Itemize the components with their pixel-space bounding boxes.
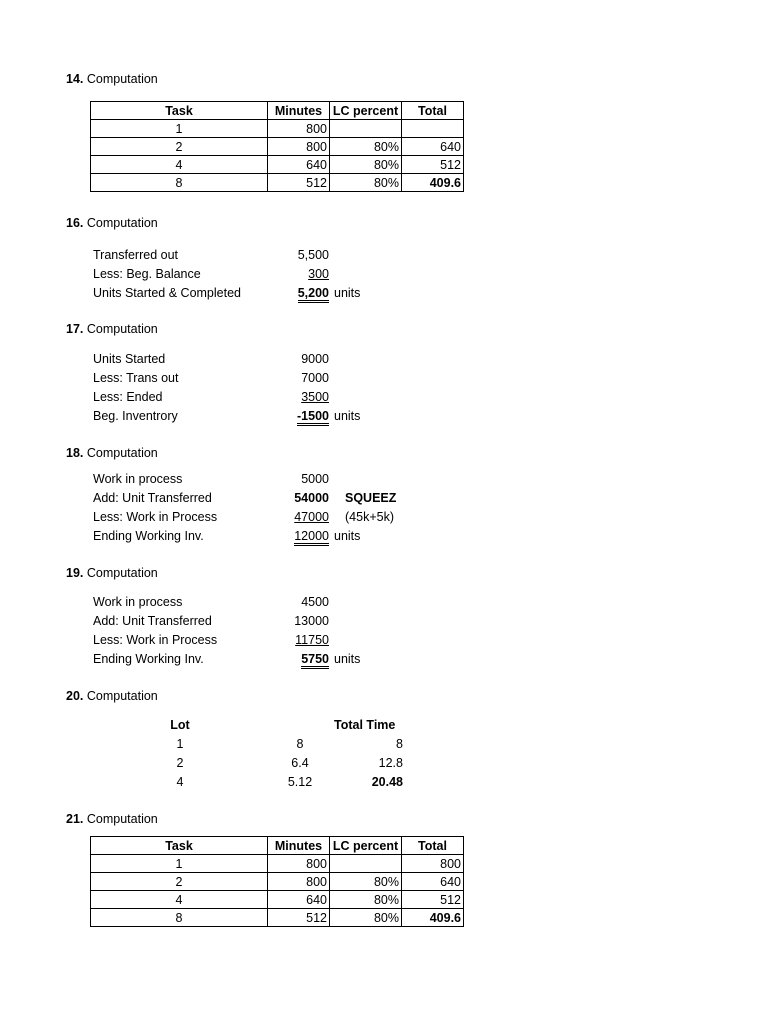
q17-line-label: Less: Ended (93, 390, 163, 404)
q20-header-total-time: Total Time (334, 718, 396, 732)
cell-task: 8 (91, 909, 268, 927)
cell-minutes: 512 (268, 174, 330, 192)
cell-minutes: 512 (268, 909, 330, 927)
cell-lc (330, 855, 402, 873)
q19-line-value: 11750 (295, 633, 329, 647)
q18-line-value: 12000 (270, 529, 329, 544)
cell-total: 640 (402, 138, 464, 156)
q18-unit: units (334, 529, 361, 543)
cell-task: 2 (91, 138, 268, 156)
cell-total: 512 (402, 156, 464, 174)
q17-line-label: Units Started (93, 352, 166, 366)
table-row (91, 873, 464, 891)
cell-total: 409.6 (402, 909, 464, 927)
q20-header-lot: Lot (170, 718, 190, 732)
q21-label: Computation (86, 812, 158, 826)
cell-lc: 80% (330, 891, 402, 909)
q20-cell-lot: 2 (176, 756, 184, 770)
q17-unit: units (334, 409, 361, 423)
cell-minutes: 800 (268, 873, 330, 891)
cell-total: 640 (402, 873, 464, 891)
q18-line-label: Add: Unit Transferred (93, 491, 212, 505)
cell-minutes: 640 (268, 891, 330, 909)
q19-line-value: 5750 (270, 652, 329, 667)
q20-heading (66, 689, 158, 704)
q20-cell-time: 5.12 (287, 775, 313, 789)
q20-cell-total: 12.8 (378, 756, 403, 770)
q16-line-label: Transferred out (93, 248, 178, 262)
q20-cell-total: 8 (396, 737, 403, 751)
q18-number: 18. (66, 446, 84, 460)
q16-heading (66, 216, 158, 231)
q19-line-label: Add: Unit Transferred (93, 614, 212, 628)
q20-cell-lot: 4 (176, 775, 184, 789)
q17-line-label: Less: Trans out (93, 371, 179, 385)
q19-line-label: Work in process (93, 595, 183, 609)
q17-heading (66, 322, 158, 337)
header-task: Task (91, 837, 268, 855)
cell-minutes: 800 (268, 120, 330, 138)
q19-line-label: Less: Work in Process (93, 633, 218, 647)
q16-unit: units (334, 286, 361, 300)
header-task: Task (91, 102, 268, 120)
table-row (91, 855, 464, 873)
q18-line-value: 54000 (294, 491, 329, 505)
q17-label: Computation (86, 322, 158, 336)
table-header-row (91, 102, 464, 120)
q19-line-value: 13000 (294, 614, 329, 628)
q20-cell-lot: 1 (176, 737, 184, 751)
q14-number: 14. (66, 72, 84, 86)
q19-line-value: 4500 (301, 595, 329, 609)
cell-minutes: 800 (268, 855, 330, 873)
q17-line-value: 7000 (301, 371, 329, 385)
cell-total: 800 (402, 855, 464, 873)
q19-line-label: Ending Working Inv. (93, 652, 204, 666)
q20-cell-total: 20.48 (371, 775, 403, 789)
cell-task: 1 (91, 855, 268, 873)
cell-total: 409.6 (402, 174, 464, 192)
q14-label: Computation (86, 72, 158, 86)
q16-line-value: 5,500 (297, 248, 329, 262)
q17-line-label: Beg. Inventrory (93, 409, 178, 423)
cell-lc: 80% (330, 138, 402, 156)
q21-table (90, 836, 464, 927)
q20-label: Computation (86, 689, 158, 703)
q18-line-label: Ending Working Inv. (93, 529, 204, 543)
cell-minutes: 640 (268, 156, 330, 174)
q19-number: 19. (66, 566, 84, 580)
q16-line-value: 300 (308, 267, 329, 281)
q16-line-label: Less: Beg. Balance (93, 267, 201, 281)
q18-note-formula: (45k+5k) (345, 510, 394, 524)
cell-lc: 80% (330, 909, 402, 927)
table-row (91, 891, 464, 909)
cell-lc: 80% (330, 873, 402, 891)
table-row (91, 120, 464, 138)
cell-task: 1 (91, 120, 268, 138)
q21-number: 21. (66, 812, 84, 826)
q14-heading (66, 72, 158, 87)
q19-heading (66, 566, 158, 581)
header-total: Total (402, 102, 464, 120)
table-header-row (91, 837, 464, 855)
q18-line-label: Less: Work in Process (93, 510, 218, 524)
cell-lc (330, 120, 402, 138)
header-minutes: Minutes (268, 837, 330, 855)
q17-number: 17. (66, 322, 84, 336)
q18-heading (66, 446, 158, 461)
q16-line-value: 5,200 (270, 286, 329, 301)
cell-total: 512 (402, 891, 464, 909)
table-row (91, 174, 464, 192)
q17-line-value: -1500 (270, 409, 329, 424)
q20-number: 20. (66, 689, 84, 703)
cell-minutes: 800 (268, 138, 330, 156)
table-row (91, 138, 464, 156)
q18-label: Computation (86, 446, 158, 460)
cell-task: 4 (91, 891, 268, 909)
header-minutes: Minutes (268, 102, 330, 120)
q16-line-label: Units Started & Completed (93, 286, 241, 300)
header-lc-percent: LC percent (330, 837, 402, 855)
cell-task: 4 (91, 156, 268, 174)
cell-total (402, 120, 464, 138)
q19-label: Computation (86, 566, 158, 580)
cell-task: 2 (91, 873, 268, 891)
q20-cell-time: 6.4 (291, 756, 309, 770)
q18-note-squeez: SQUEEZ (345, 491, 397, 505)
cell-task: 8 (91, 174, 268, 192)
table-row (91, 156, 464, 174)
q17-line-value: 3500 (301, 390, 329, 404)
q18-line-label: Work in process (93, 472, 183, 486)
q18-line-value: 47000 (294, 510, 329, 524)
q21-heading (66, 812, 158, 827)
q19-unit: units (334, 652, 361, 666)
header-lc-percent: LC percent (330, 102, 402, 120)
q20-cell-time: 8 (296, 737, 304, 751)
header-total: Total (402, 837, 464, 855)
q16-label: Computation (86, 216, 158, 230)
table-row (91, 909, 464, 927)
q14-table (90, 101, 464, 192)
q16-number: 16. (66, 216, 84, 230)
cell-lc: 80% (330, 174, 402, 192)
cell-lc: 80% (330, 156, 402, 174)
q17-line-value: 9000 (301, 352, 329, 366)
q18-line-value: 5000 (301, 472, 329, 486)
